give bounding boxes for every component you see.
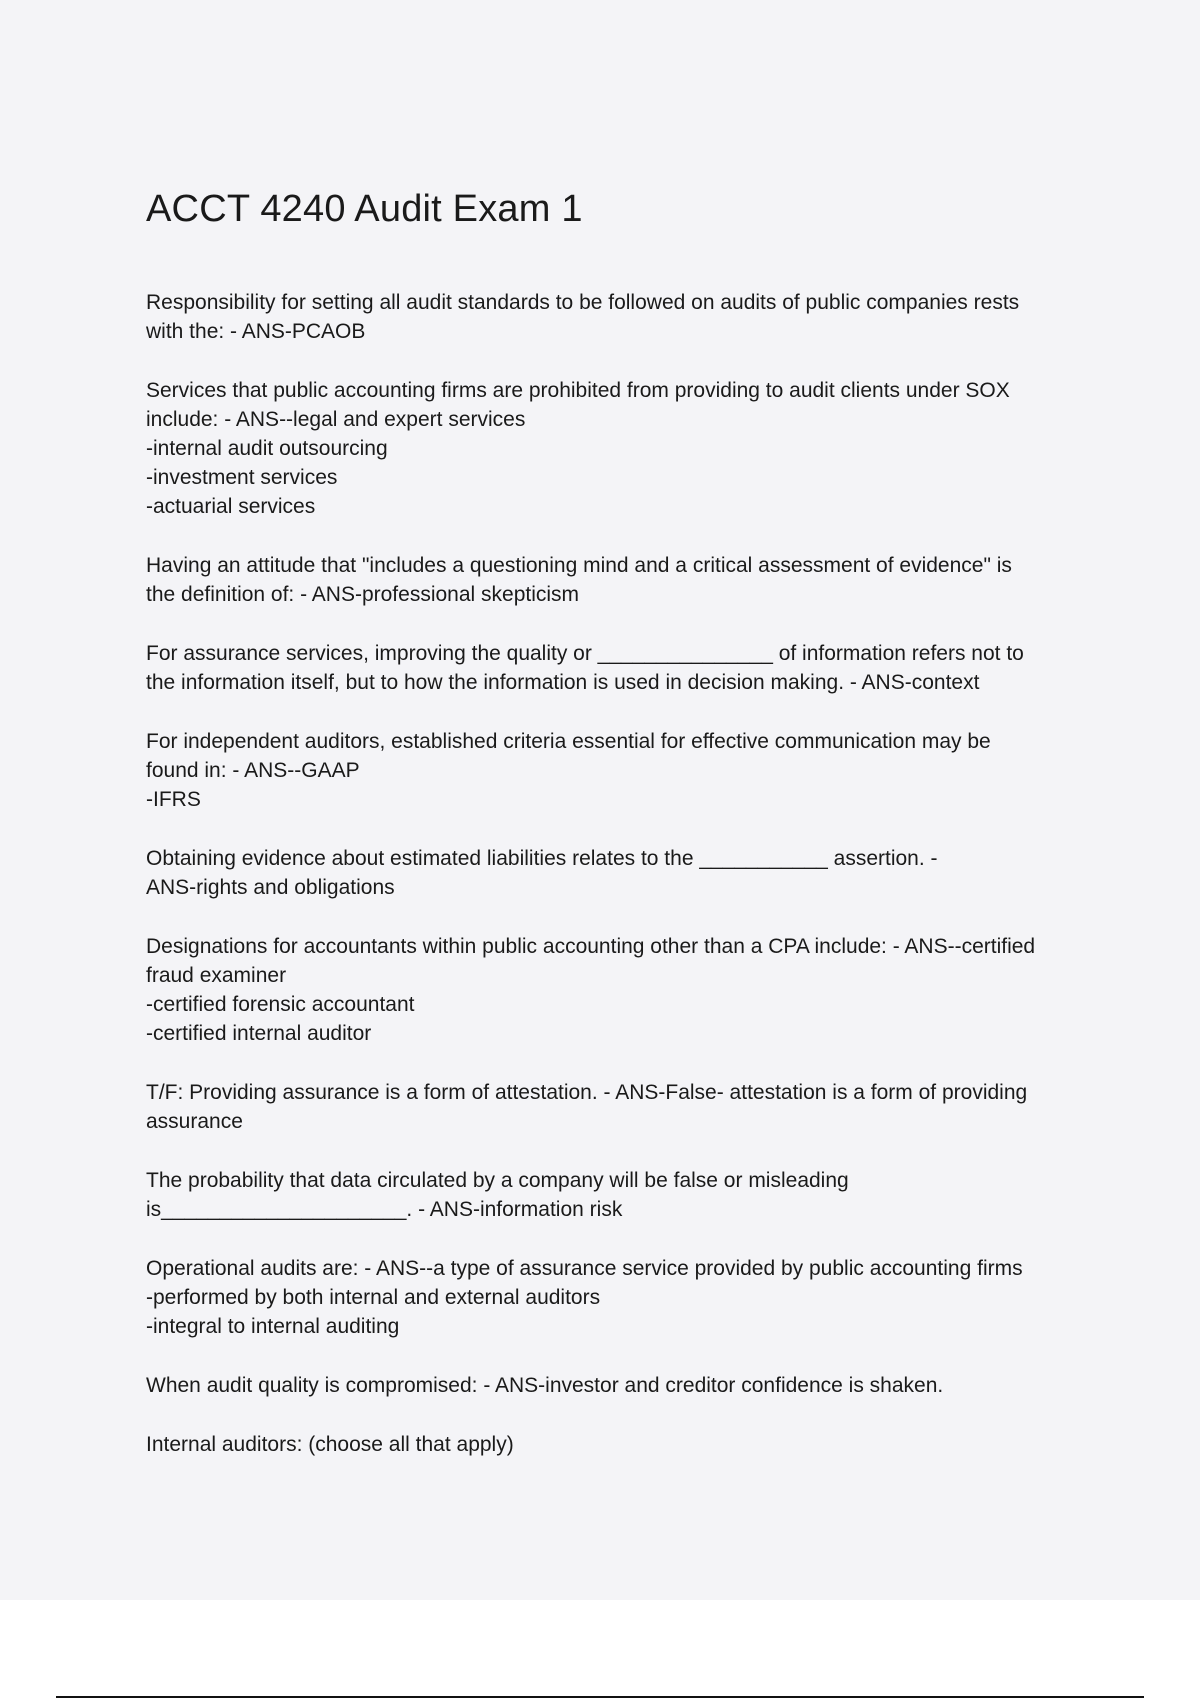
page-divider: [56, 1696, 1144, 1698]
question-item: Responsibility for setting all audit standards to be followed on audits of public companies rests with the: - ANS-PCAOB: [146, 291, 1020, 343]
question-item: Internal auditors: (choose all that apply): [146, 1433, 514, 1456]
question-item: Designations for accountants within public accounting other than a CPA include: - ANS--certified fraud examiner -certified forensic accountant -certified internal auditor: [146, 935, 1036, 1045]
question-item: For assurance services, improving the quality or _______________ of information refers not to the information itself, but to how the information is used in decision making. - ANS-context: [146, 642, 1024, 694]
question-item: T/F: Providing assurance is a form of attestation. - ANS-False- attestation is a form of providing assurance: [146, 1081, 1028, 1133]
question-item: When audit quality is compromised: - ANS-investor and creditor confidence is shaken.: [146, 1374, 944, 1397]
question-item: For independent auditors, established criteria essential for effective communication may be found in: - ANS--GAAP -IFRS: [146, 730, 991, 811]
question-item: Operational audits are: - ANS--a type of assurance service provided by public accounting firms -performed by both internal and external auditors -integral to internal auditing: [146, 1257, 1023, 1338]
question-item: Services that public accounting firms are prohibited from providing to audit clients under SOX include: - ANS--legal and expert services -internal audit outsourcing -investment services -actuarial services: [146, 379, 1010, 518]
page-title: ACCT 4240 Audit Exam 1: [146, 188, 583, 230]
question-item: Obtaining evidence about estimated liabilities relates to the ___________ assertion. - ANS-rights and obligations: [146, 847, 938, 899]
question-item: The probability that data circulated by a company will be false or misleading is_____________________. - ANS-information risk: [146, 1169, 849, 1221]
document-content: [146, 184, 1091, 1489]
question-item: Having an attitude that "includes a questioning mind and a critical assessment of evidence" is the definition of: - ANS-professional skepticism: [146, 554, 1012, 606]
